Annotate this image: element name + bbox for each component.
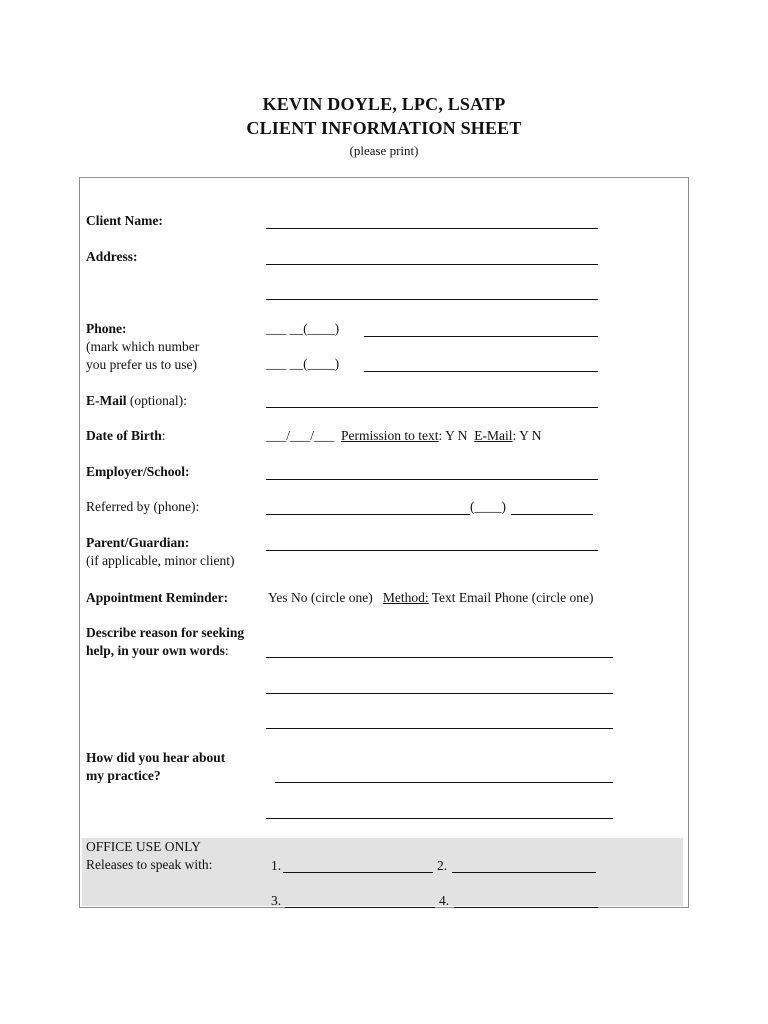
method-options[interactable]: Text Email Phone (circle one) bbox=[428, 590, 594, 605]
dob-row bbox=[266, 427, 542, 445]
method-label: Method: bbox=[382, 590, 429, 605]
dob-label-bold: Date of Birth bbox=[86, 428, 162, 443]
address-label: Address: bbox=[86, 249, 138, 264]
dob-label bbox=[86, 427, 166, 445]
referred-by-phone-field[interactable] bbox=[511, 514, 593, 515]
email-label bbox=[86, 392, 187, 410]
office-use-title: OFFICE USE ONLY bbox=[86, 839, 201, 854]
release-2-field[interactable] bbox=[452, 872, 596, 873]
reason-field-3[interactable] bbox=[266, 728, 613, 729]
phone-field-1[interactable] bbox=[364, 336, 598, 337]
email-pref-options[interactable]: : Y N bbox=[512, 428, 542, 443]
address-field-2[interactable] bbox=[266, 299, 598, 300]
practitioner-name: KEVIN DOYLE, LPC, LSATP bbox=[262, 94, 506, 114]
reason-label-colon: : bbox=[224, 643, 229, 658]
email-pref-label: E-Mail bbox=[474, 428, 513, 443]
hear-about-label-1: How did you hear about bbox=[86, 750, 226, 765]
phone-field-1-prefix[interactable]: ___ __(____) bbox=[266, 321, 340, 336]
appointment-reminder-label: Appointment Reminder: bbox=[86, 590, 229, 605]
employer-label: Employer/School: bbox=[86, 464, 190, 479]
form-subtitle: (please print) bbox=[349, 143, 419, 158]
client-name-field[interactable] bbox=[266, 228, 598, 229]
reason-label-2: help, in your own words bbox=[86, 643, 225, 658]
hear-about-field-2[interactable] bbox=[266, 818, 613, 819]
phone-note-2: you prefer us to use) bbox=[86, 357, 197, 372]
dob-label-colon: : bbox=[161, 428, 166, 443]
release-2-number: 2. bbox=[437, 858, 448, 873]
reminder-options[interactable]: Yes No (circle one) bbox=[268, 590, 373, 605]
client-name-label: Client Name: bbox=[86, 213, 163, 228]
permission-to-text-label: Permission to text bbox=[341, 428, 439, 443]
phone-label: Phone: bbox=[86, 321, 127, 336]
parent-guardian-label: Parent/Guardian: bbox=[86, 535, 190, 550]
address-field-1[interactable] bbox=[266, 264, 598, 265]
release-1-field[interactable] bbox=[283, 872, 433, 873]
permission-to-text-options[interactable]: : Y N bbox=[438, 428, 468, 443]
reason-label-1: Describe reason for seeking bbox=[86, 625, 245, 640]
phone-field-2[interactable] bbox=[364, 371, 598, 372]
reason-label-2-wrap bbox=[86, 642, 229, 660]
phone-note-1: (mark which number bbox=[86, 339, 200, 354]
release-3-field[interactable] bbox=[285, 907, 435, 908]
referred-by-name-field[interactable] bbox=[266, 514, 470, 515]
email-label-bold: E-Mail bbox=[86, 393, 127, 408]
form-title: CLIENT INFORMATION SHEET bbox=[246, 118, 522, 138]
releases-label: Releases to speak with: bbox=[86, 857, 213, 872]
referred-by-label: Referred by (phone): bbox=[86, 499, 200, 514]
employer-field[interactable] bbox=[266, 479, 598, 480]
phone-field-2-prefix[interactable]: ___ __(____) bbox=[266, 356, 340, 371]
reason-field-1[interactable] bbox=[266, 657, 613, 658]
release-3-number: 3. bbox=[271, 893, 282, 908]
parent-guardian-field[interactable] bbox=[266, 550, 598, 551]
hear-about-field-1[interactable] bbox=[275, 782, 613, 783]
email-field[interactable] bbox=[266, 407, 598, 408]
release-4-field[interactable] bbox=[454, 907, 598, 908]
release-4-number: 4. bbox=[439, 893, 450, 908]
release-1-number: 1. bbox=[271, 858, 282, 873]
referred-by-area-code[interactable]: (____) bbox=[470, 499, 506, 514]
hear-about-label-2: my practice? bbox=[86, 768, 161, 783]
reminder-row bbox=[268, 589, 593, 607]
parent-guardian-note: (if applicable, minor client) bbox=[86, 553, 235, 568]
reason-field-2[interactable] bbox=[266, 693, 613, 694]
email-label-rest: (optional): bbox=[126, 393, 187, 408]
dob-field[interactable]: ___/___/___ bbox=[266, 428, 335, 443]
